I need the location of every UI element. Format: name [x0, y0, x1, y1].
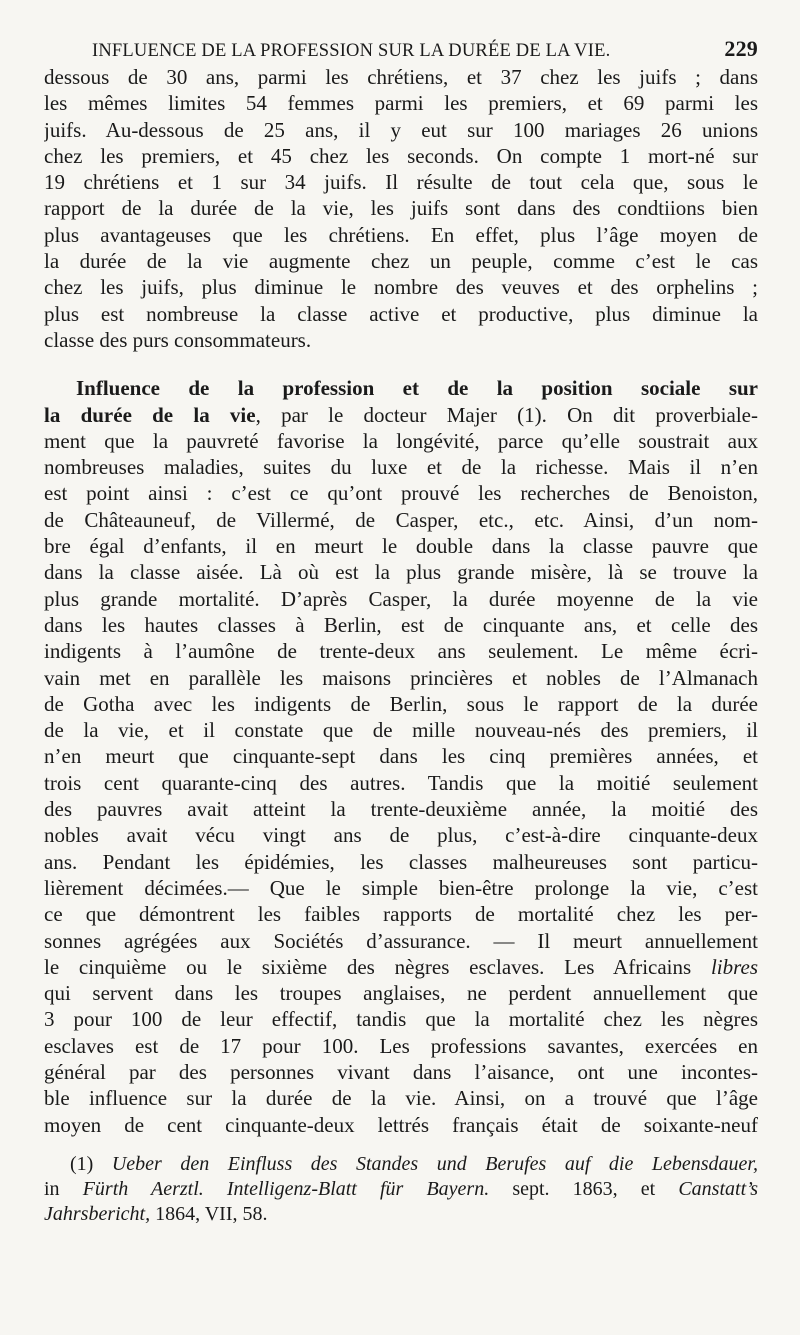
- section-intro: , par le docteur Majer (1). On dit proverbiale-: [255, 402, 758, 427]
- footnote: [44, 1152, 758, 1227]
- running-title: INFLUENCE DE LA PROFESSION SUR LA DURÉE DE LA VIE.: [92, 41, 611, 61]
- text-line: trois cent quarante-cinq des autres. Tandis que la moitié seulement: [44, 770, 758, 795]
- text-line: plus avantageuses que les chrétiens. En effet, plus l’âge moyen de: [44, 222, 758, 247]
- text-line: rapport de la durée de la vie, les juifs sont dans des condtiions bien: [44, 196, 758, 221]
- text-line: ans. Pendant les épidémies, les classes malheureuses sont particu-: [44, 849, 758, 874]
- footnote-line-2: [44, 1177, 758, 1202]
- text-line: esclaves est de 17 pour 100. Les professions savantes, exercées en: [44, 1033, 758, 1058]
- italic-word: libres: [710, 954, 758, 979]
- text-line: lièrement décimées.— Que le simple bien-être prolonge la vie, c’est: [44, 875, 758, 900]
- text-line: dans les hautes classes à Berlin, est de cinquante ans, et celle des: [44, 612, 758, 637]
- text-line: la durée de la vie augmente chez un peuple, comme c’est le cas: [44, 249, 758, 274]
- footnote-title: Ueber den Einfluss des Standes und Berufes auf die Lebensdauer,: [111, 1152, 759, 1175]
- text-line: nobles avait vécu vingt ans de plus, c’est-à-dire cinquante-deux: [44, 823, 758, 848]
- text-line: de Gotha avec les indigents de Berlin, sous le rapport de la durée: [44, 691, 758, 716]
- section-body: [44, 428, 758, 1138]
- footnote-citation: 1864, VII, 58.: [155, 1202, 268, 1225]
- text-line: nombreuses maladies, suites du luxe et de la richesse. Mais il n’en: [44, 455, 758, 480]
- page-number: 229: [724, 36, 758, 61]
- text-line: dans la classe aisée. Là où est la plus grande misère, là se trouve la: [44, 560, 758, 585]
- text-line: est point ainsi : c’est ce qu’ont prouvé les recherches de Benoiston,: [44, 481, 758, 506]
- text-line: ment que la pauvreté favorise la longévité, parce qu’elle soustrait aux: [44, 428, 758, 453]
- text-line: ce que démontrent les faibles rapports de mortalité chez les per-: [44, 902, 758, 927]
- text-line: moyen de cent cinquante-deux lettrés français était de soixante-neuf: [44, 1112, 758, 1137]
- paragraph-continued: [44, 64, 758, 353]
- text-line: 19 chrétiens et 1 sur 34 juifs. Il résulte de tout cela que, sous le: [44, 170, 758, 195]
- running-head: [44, 36, 758, 62]
- footnote-line-3: [44, 1202, 758, 1227]
- text-line: ble influence sur la durée de la vie. Ainsi, on a trouvé que l’âge: [44, 1086, 758, 1111]
- text-line: les mêmes limites 54 femmes parmi les premiers, et 69 parmi les: [44, 91, 758, 116]
- text-line: plus est nombreuse la classe active et productive, plus diminue la: [44, 301, 758, 326]
- text-line: de la vie, et il constate que de mille nouveau-nés des premiers, il: [44, 718, 758, 743]
- text-line: bre égal d’enfants, il en meurt le double dans la classe pauvre que: [44, 534, 758, 559]
- footnote-in: in: [44, 1177, 60, 1200]
- text-line: n’en meurt que cinquante-sept dans les cinq premières années, et: [44, 744, 758, 769]
- text-line: sonnes agrégées aux Sociétés d’assurance. — Il meurt annuellement: [44, 928, 758, 953]
- text-line: de Châteauneuf, de Villermé, de Casper, etc., etc. Ainsi, d’un nom-: [44, 507, 758, 532]
- text-line: 3 pour 100 de leur effectif, tandis que la mortalité chez les nègres: [44, 1007, 758, 1032]
- footnote-line-1: [44, 1152, 758, 1177]
- section-article: [44, 375, 758, 1138]
- text-line: général par des personnes vivant dans l’aisance, ont une incontes-: [44, 1059, 758, 1084]
- text-line: plus grande mortalité. D’après Casper, la durée moyenne de la vie: [44, 586, 758, 611]
- text-line: juifs. Au-dessous de 25 ans, il y eut sur 100 mariages 26 unions: [44, 117, 758, 142]
- text-line: vain met en parallèle les maisons princières et nobles de l’Almanach: [44, 665, 758, 690]
- text-line: indigents à l’aumône de trente-deux ans seulement. Le même écri-: [44, 639, 758, 664]
- section-heading-line-2: [44, 402, 758, 428]
- text-line: [44, 954, 758, 980]
- text-line: chez les premiers, et 45 chez les seconds. On compte 1 mort-né sur: [44, 143, 758, 168]
- footnote-date: sept. 1863, et: [512, 1177, 656, 1200]
- text-line: classe des purs consommateurs.: [44, 327, 312, 352]
- line-text: le cinquième ou le sixième des nègres esclaves. Les Africains: [44, 954, 692, 979]
- footnote-marker: (1): [70, 1152, 94, 1175]
- text-line: dessous de 30 ans, parmi les chrétiens, et 37 chez les juifs ; dans: [44, 65, 758, 89]
- text-line: des pauvres avait atteint la trente-deuxième année, la moitié des: [44, 797, 758, 822]
- footnote-journal: Fürth Aerztl. Intelligenz-Blatt für Bayern.: [82, 1177, 490, 1200]
- section-heading-end: la durée de la vie: [44, 402, 256, 427]
- section-heading: Influence de la profession et de la position sociale sur: [76, 376, 758, 401]
- footnote-canstatt: Canstatt’s: [678, 1177, 759, 1200]
- text-line: qui servent dans les troupes anglaises, ne perdent annuellement que: [44, 981, 758, 1006]
- footnote-jahrsbericht: Jahrsbericht,: [44, 1202, 151, 1225]
- text-line: chez les juifs, plus diminue le nombre des veuves et des orphelins ;: [44, 275, 758, 300]
